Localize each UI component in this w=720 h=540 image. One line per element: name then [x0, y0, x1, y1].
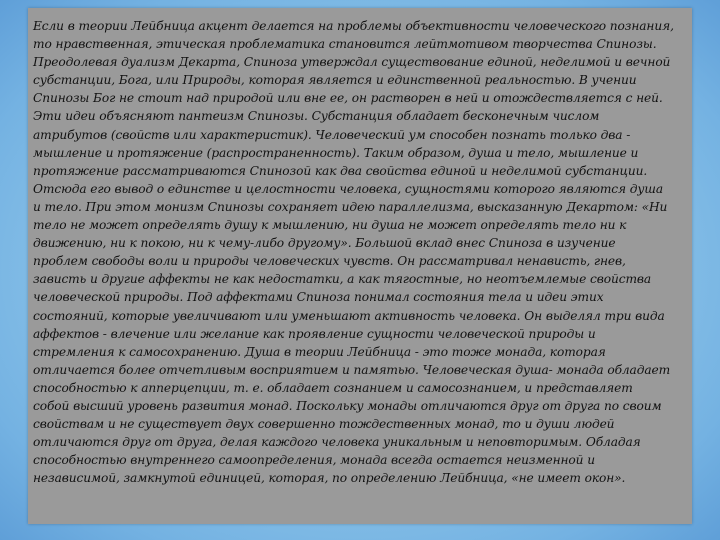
text-line: отличаются друг от друга, делая каждого человека уникальным и неповторимым. Обладая: [33, 435, 641, 450]
text-block: [33, 17, 693, 487]
text-line: то нравственная, этическая проблематика становится лейтмотивом творчества Спинозы.: [33, 37, 657, 52]
text-line: мышление и протяжение (распространенность). Таким образом, душа и тело, мышление и: [33, 145, 639, 160]
text-line: аффектов - влечение или желание как проявление сущности человеческой природы и: [33, 326, 596, 341]
text-line: способностью к апперцепции, т. е. обладает сознанием и самосознанием, и представляет: [33, 380, 633, 395]
text-line: свойствам и не существует двух совершенно тождественных монад, то и души людей: [33, 417, 615, 432]
text-line: независимой, замкнутой единицей, которая, по определению Лейбница, «не имеет окон».: [33, 471, 626, 486]
text-line: тело не может определять душу к мышлению, ни душа не может определять тело ни к: [33, 218, 627, 233]
text-line: Если в теории Лейбница акцент делается на проблемы объективности человеческого познания,: [33, 19, 674, 33]
text-line: Эти идеи объясняют пантеизм Спинозы. Субстанция обладает бесконечным числом: [33, 109, 600, 124]
text-line: стремления к самосохранению. Душа в теории Лейбница - это тоже монада, которая: [33, 344, 606, 359]
text-line: Спинозы Бог не стоит над природой или вне ее, он растворен в ней и отождествляется с ней.: [33, 91, 663, 106]
text-line: протяжение рассматриваются Спинозой как два свойства единой и неделимой субстанции.: [33, 163, 648, 178]
text-line: движению, ни к покою, ни к чему-либо другому». Большой вклад внес Спиноза в изучение: [33, 236, 616, 251]
text-line: и тело. При этом монизм Спинозы сохраняет идею параллелизма, высказанную Декартом: «Ни: [33, 199, 668, 214]
text-line: Преодолевая дуализм Декарта, Спиноза утверждал существование единой, неделимой и вечной: [33, 55, 671, 70]
text-line: отличается более отчетливым восприятием и памятью. Человеческая душа- монада обладает: [33, 362, 671, 377]
text-line: зависть и другие аффекты не как недостатки, а как тягостные, но неотъемлемые свойства: [33, 272, 652, 287]
text-line: состояний, которые увеличивают или уменьшают активность человека. Он выделял три вида: [33, 308, 665, 323]
text-page: [28, 8, 692, 524]
text-line: субстанции, Бога, или Природы, которая является и единственной реальностью. В учении: [33, 73, 637, 88]
text-line: собой высший уровень развития монад. Поскольку монады отличаются друг от друга по своим: [33, 398, 662, 413]
text-line: Отсюда его вывод о единстве и целостности человека, сущностями которого являются душа: [33, 181, 663, 196]
text-line: человеческой природы. Под аффектами Спиноза понимал состояния тела и идеи этих: [33, 290, 604, 305]
text-line: проблем свободы воли и природы человеческих чувств. Он рассматривал ненависть, гнев,: [33, 254, 626, 269]
text-line: атрибутов (свойств или характеристик). Человеческий ум способен познать только два -: [33, 127, 631, 142]
text-line: способностью внутреннего самоопределения, монада всегда остается неизменной и: [33, 453, 595, 468]
